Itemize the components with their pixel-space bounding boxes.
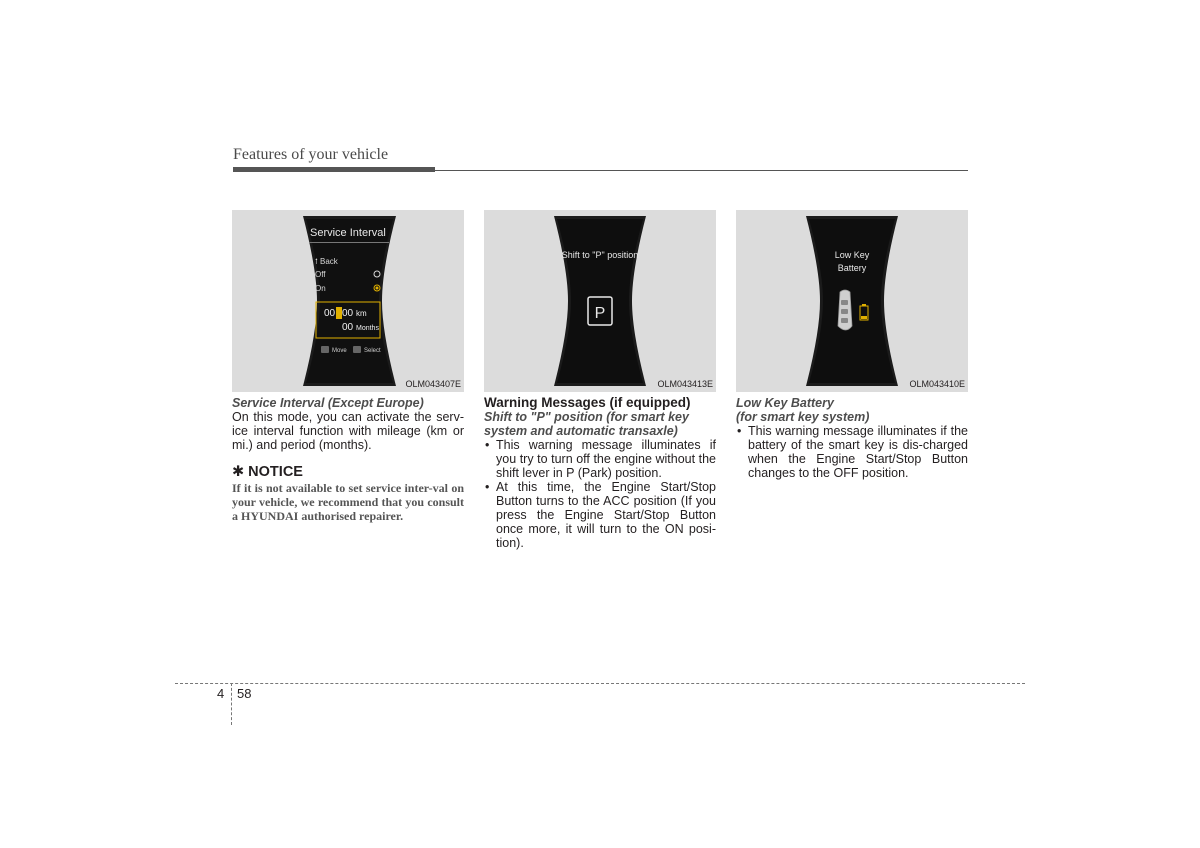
figure-code: OLM043413E xyxy=(657,379,713,389)
km-unit: km xyxy=(356,309,367,318)
months-value: 00 xyxy=(342,322,354,333)
months-unit: Months xyxy=(356,325,379,332)
body-service-interval: On this mode, you can activate the serv-ice interval function with mileage (km or mi.) and period (months). xyxy=(232,410,464,452)
screen-back: ⭫ Back xyxy=(315,257,338,266)
footer-rule xyxy=(175,683,1025,684)
cluster-display-low-key-battery xyxy=(736,210,968,392)
list-item: • At this time, the Engine Start/Stop Button turns to the ACC position (If you press the Engine Start/Stop Button once more, it will turn to the ON posi-tion). xyxy=(484,480,716,550)
screen-option-off: Off xyxy=(315,270,326,279)
gear-letter: P xyxy=(594,305,606,322)
hint-select: Select xyxy=(364,348,381,354)
header-title: Features of your vehicle xyxy=(233,146,389,163)
page-number: 58 xyxy=(237,686,252,701)
chapter-number: 4 xyxy=(217,686,225,701)
km-value-a: 00 xyxy=(324,308,336,319)
figure-low-key-battery xyxy=(736,210,968,392)
column-warning-messages xyxy=(484,396,716,550)
figure-service-interval xyxy=(232,210,464,392)
footer-divider xyxy=(231,683,232,725)
subtitle-service-interval: Service Interval (Except Europe) xyxy=(232,396,424,410)
subtitle-smart-key-system: (for smart key system) xyxy=(736,410,870,424)
smart-key-icon xyxy=(838,290,852,330)
cluster-display-shift-to-p xyxy=(484,210,716,392)
screen-title: Service Interval xyxy=(310,227,386,239)
header-rule-thin xyxy=(435,170,968,171)
notice-body: If it is not available to set service inter-val on your vehicle, we recommend that you consult a HYUNDAI authorised repairer. xyxy=(232,481,464,523)
section-title-warning-messages: Warning Messages (if equipped) xyxy=(484,395,691,410)
bullet-list-low-key-battery xyxy=(736,424,968,480)
figure-shift-to-p xyxy=(484,210,716,392)
header-rule-thick xyxy=(233,167,435,172)
column-low-key-battery xyxy=(736,396,968,480)
notice-title: ✱ NOTICE xyxy=(232,464,303,480)
subtitle-shift-to-p: Shift to "P" position (for smart key system and automatic transaxle) xyxy=(484,410,689,438)
hint-move: Move xyxy=(332,348,347,354)
move-key-icon xyxy=(321,346,329,353)
km-value-b: 00 xyxy=(342,308,354,319)
list-item: • This warning message illuminates if the battery of the smart key is dis-charged when the Engine Start/Stop Button changes to the OFF position. xyxy=(736,424,968,480)
select-key-icon xyxy=(353,346,361,353)
cluster-display-service-interval xyxy=(232,210,464,392)
low-key-line2: Battery xyxy=(837,263,867,273)
column-service-interval xyxy=(232,396,464,523)
bullet-list-shift-to-p xyxy=(484,438,716,550)
list-item: • This warning message illuminates if you try to turn off the engine without the shift lever in P (Park) position. xyxy=(484,438,716,480)
figure-code: OLM043410E xyxy=(909,379,965,389)
low-key-line1: Low Key xyxy=(834,250,870,260)
shift-message: Shift to "P" position xyxy=(561,250,639,260)
figure-code: OLM043407E xyxy=(405,379,461,389)
screen-option-on: On xyxy=(315,284,326,293)
subtitle-low-key-battery: Low Key Battery xyxy=(736,396,834,410)
